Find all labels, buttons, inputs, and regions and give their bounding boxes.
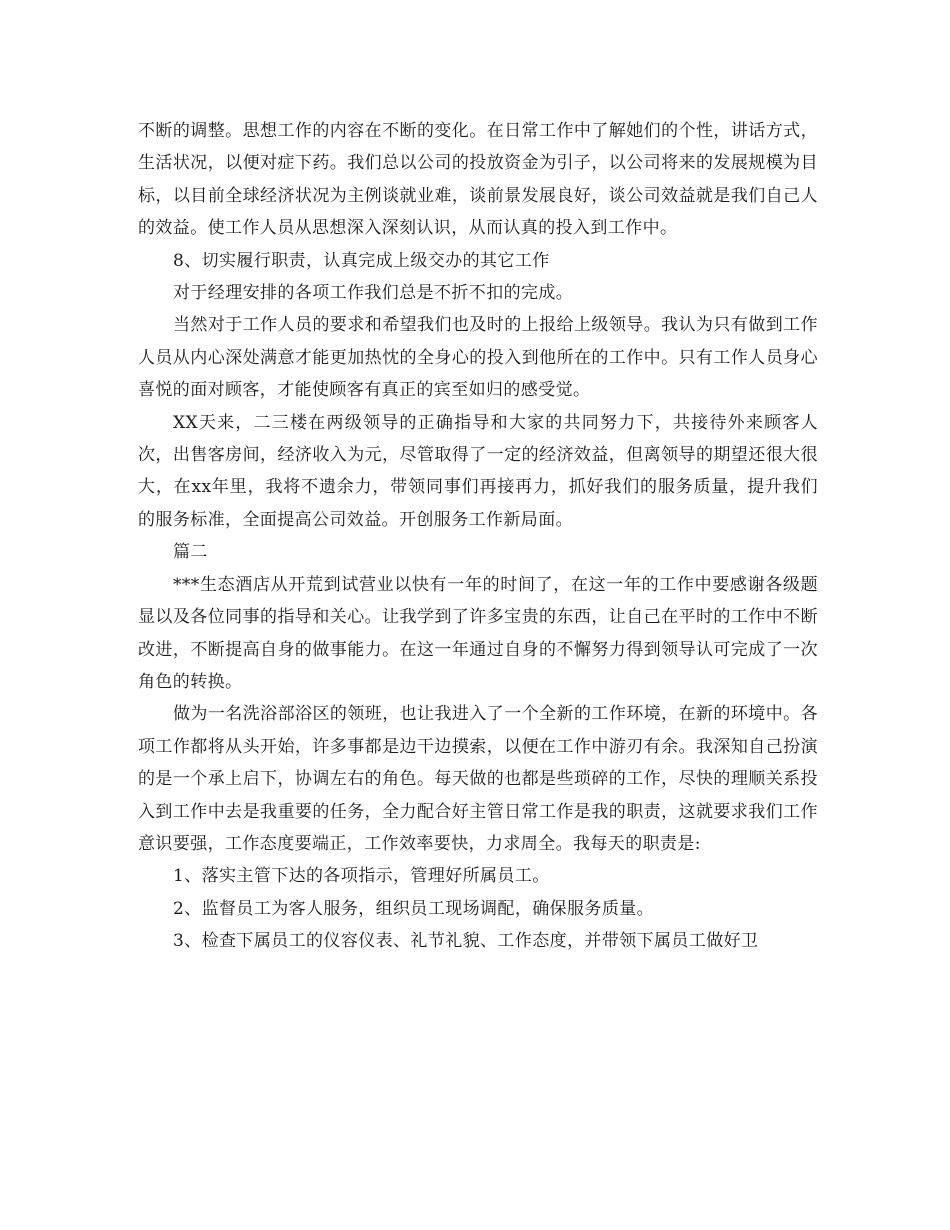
list-item: 1、落实主管下达的各项指示，管理好所属员工。	[173, 866, 550, 887]
paragraph: XX天来，二三楼在两级领导的正确指导和大家的共同努力下，共接待外来顾客人次，出售客房间，经济收入为元，尽管取得了一定的经济效益，但离领导的期望还很大很大，在xx年里，我将不遗余力，带领同事们再接再力，抓好我们的服务质量，提升我们的服务标准，全面提高公司效益。开创服务工作新局面。	[138, 412, 818, 530]
list-item: 2、监督员工为客人服务，组织员工现场调配，确保服务质量。	[173, 898, 655, 919]
section-heading: 篇二	[173, 542, 208, 563]
paragraph: 当然对于工作人员的要求和希望我们也及时的上报给上级领导。我认为只有做到工作人员从内心深处满意才能更加热忱的全身心的投入到他所在的工作中。只有工作人员身心喜悦的面对顾客，才能使顾客有真正的宾至如归的感受觉。	[138, 315, 818, 401]
document-body	[138, 115, 818, 958]
list-item: 3、检查下属员工的仪容仪表、礼节礼貌、工作态度，并带领下属员工做好卫	[173, 931, 759, 952]
paragraph: 对于经理安排的各项工作我们总是不折不扣的完成。	[173, 283, 574, 304]
paragraph: 做为一名洗浴部浴区的领班，也让我进入了一个全新的工作环境，在新的环境中。各项工作都将从头开始，许多事都是边干边摸索，以便在工作中游刃有余。我深知自己扮演的是一个承上启下，协调左右的角色。每天做的也都是些琐碎的工作，尽快的理顺关系投入到工作中去是我重要的任务，全力配合好主管日常工作是我的职责，这就要求我们工作意识要强，工作态度要端正，工作效率要快，力求周全。我每天的职责是:	[138, 704, 818, 854]
paragraph: ***生态酒店从开荒到试营业以快有一年的时间了，在这一年的工作中要感谢各级题显以及各位同事的指导和关心。让我学到了许多宝贵的东西，让自己在平时的工作中不断改进，不断提高自身的做事能力。在这一年通过自身的不懈努力得到领导认可完成了一次角色的转换。	[138, 574, 818, 692]
paragraph-heading-item-8: 8、切实履行职责，认真完成上级交办的其它工作	[173, 250, 550, 271]
paragraph-continuation: 不断的调整。思想工作的内容在不断的变化。在日常工作中了解她们的个性，讲话方式，生活状况，以便对症下药。我们总以公司的投放资金为引子，以公司将来的发展规模为目标，以目前全球经济状况为主例谈就业难，谈前景发展良好，谈公司效益就是我们自己人的效益。使工作人员从思想深入深刻认识，从而认真的投入到工作中。	[138, 121, 818, 239]
